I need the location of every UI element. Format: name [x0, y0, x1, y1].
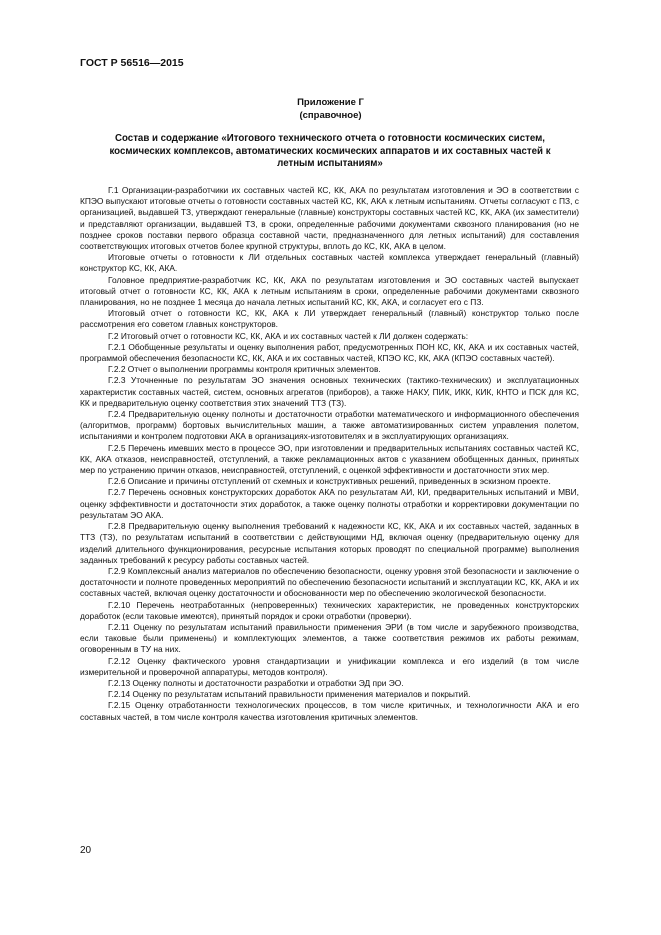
- paragraph: Г.2.5 Перечень имевших место в процессе ЭО, при изготовлении и предварительных испытаниях составных частей КС, КК, АКА отказов, неисправностей, отступлений, а также рекламационных актов с указанием обобщенных данных, принятых мер по устранению причин отказов, неисправностей, отступлений, с оценкой эффективности и достаточности этих мер.: [80, 442, 579, 476]
- paragraph: Г.2.15 Оценку отработанности технологических процессов, в том числе критичных, и технологичности АКА и его составных частей, в том числе контроля качества изготовления критичных элементов.: [80, 700, 579, 722]
- paragraph: Г.2.9 Комплексный анализ материалов по обеспечению безопасности, оценку уровня этой безопасности и заключение о достаточности и полноте проведенных мероприятий по обеспечению безопасности испытаний и эксплуатации КС, КК, АКА и их составных частей, включая оценку достаточности и обоснованности мер по обеспечению экологической безопасности.: [80, 565, 579, 599]
- paragraph: Г.2.11 Оценку по результатам испытаний правильности применения ЭРИ (в том числе и зарубежного производства, если таковые были применены) и комплектующих элементов, а также соответствия режимов их работы режимам, оговоренным в ТУ на них.: [80, 621, 579, 655]
- paragraph: Г.2.4 Предварительную оценку полноты и достаточности отработки математического и информационного обеспечения (алгоритмов, программ) бортовых вычислительных машин, а также автоматизированных систем управления полетом, испытаниями и контролем подготовки АКА в организациях-изготовителях и в эксплуатирующих организациях.: [80, 409, 579, 442]
- paragraph: Г.2.8 Предварительную оценку выполнения требований к надежности КС, КК, АКА и их составных частей, заданных в ТТЗ (ТЗ), по результатам испытаний в соответствии с действующими НД, включая оценку (предварительную оценку для изделий длительного функционирования, ресурсные испытания которых проводят по специальной программе) выполнения заданных требований к ресурсу работы составных частей.: [80, 521, 579, 565]
- page-number: 20: [80, 845, 92, 856]
- paragraph: Г.2.10 Перечень неотработанных (непроверенных) технических характеристик, не проведенных конструкторских доработок (если таковые имеются), принятый порядок и сроки отработки (проверки).: [80, 599, 579, 621]
- paragraph: Итоговые отчеты о готовности к ЛИ отдельных составных частей комплекса утверждает генеральный (главный) конструктор КС, КК, АКА.: [80, 252, 579, 274]
- body-text: [80, 185, 579, 723]
- section-title: Состав и содержание «Итогового технического отчета о готовности космических систем, космических комплексов, автоматических космических аппаратов и их составных частей к летным испытаниям»: [109, 133, 551, 169]
- paragraph: Г.2.2 Отчет о выполнении программы контроля критичных элементов.: [108, 364, 381, 375]
- appendix-label: Приложение Г: [297, 97, 364, 108]
- paragraph: Г.2 Итоговый отчет о готовности КС, КК, АКА и их составных частей к ЛИ должен содержать:: [108, 330, 469, 341]
- appendix-kind: (справочное): [299, 110, 362, 121]
- paragraph: Г.2.6 Описание и причины отступлений от схемных и конструктивных решений, приведенных в эскизном проекте.: [108, 476, 551, 487]
- paragraph: Г.2.3 Уточненные по результатам ЭО значения основных технических (тактико-технических) и эксплуатационных характеристик составных частей, систем, основных агрегатов (приборов), а также НАКУ, ПИК, ИКК, КИК, КНТО и ПСК для КС, КК и предварительную оценку соответствия этих значений ТТЗ (ТЗ).: [80, 375, 579, 408]
- paragraph: Г.2.13 Оценку полноты и достаточности разработки и отработки ЭД при ЭО.: [108, 677, 404, 688]
- paragraph: Головное предприятие-разработчик КС, КК, АКА по результатам изготовления и ЭО составных частей выпускает итоговый отчет о готовности КС, КК, АКА к летным испытаниям в сроки, определенные рабочими документами сквозного планирования, но не позднее 1 месяца до начала летных испытаний КС, КК, АКА, и согласует его с ПЗ.: [80, 274, 579, 308]
- paragraph: Итоговый отчет о готовности КС, КК, АКА к ЛИ утверждает генеральный (главный) конструктор только после рассмотрения его советом главных конструкторов.: [80, 308, 579, 330]
- paragraph: Г.2.7 Перечень основных конструкторских доработок АКА по результатам АИ, КИ, предварительных испытаний и МВИ, оценку эффективности и достаточности этих доработок, а также оценку полноты отработки и корректировки документации по результатам ЭО АКА.: [80, 487, 579, 520]
- paragraph: Г.2.14 Оценку по результатам испытаний правильности применения материалов и покрытий.: [108, 689, 471, 700]
- paragraph: Г.2.12 Оценку фактического уровня стандартизации и унификации комплекса и его изделий (в том числе измерительной и проверочной аппаратуры, методов контроля).: [80, 655, 579, 677]
- paragraph: Г.1 Организации-разработчики их составных частей КС, КК, АКА по результатам изготовления и ЭО в соответствии с КПЭО выпускают итоговые отчеты о готовности составных частей КС, КК, АКА к летным испытаниям. Отчеты согласуют с ПЗ, с организацией, выдавшей ТЗ, утверждают генеральные (главные) конструкторы составных частей КС, КК, АКА (их заместители) и представляют организации, выдавшей ТЗ, в сроки, определенные рабочими документами сквозного планирования (но не позднее сроков поставки первого образца составной части, предназначенного для летных испытаний) для составления соответствующих итоговых отчетов более крупной структуры, вплоть до КС, КК, АКА в целом.: [80, 185, 579, 252]
- paragraph: Г.2.1 Обобщенные результаты и оценку выполнения работ, предусмотренных ПОН КС, КК, АКА и их составных частей, программой обеспечения безопасности КС, КК, АКА и их составных частей, КПЭО КС, КК, АКА (КПЭО составных частей).: [80, 341, 579, 364]
- standard-header: ГОСТ Р 56516—2015: [80, 57, 184, 69]
